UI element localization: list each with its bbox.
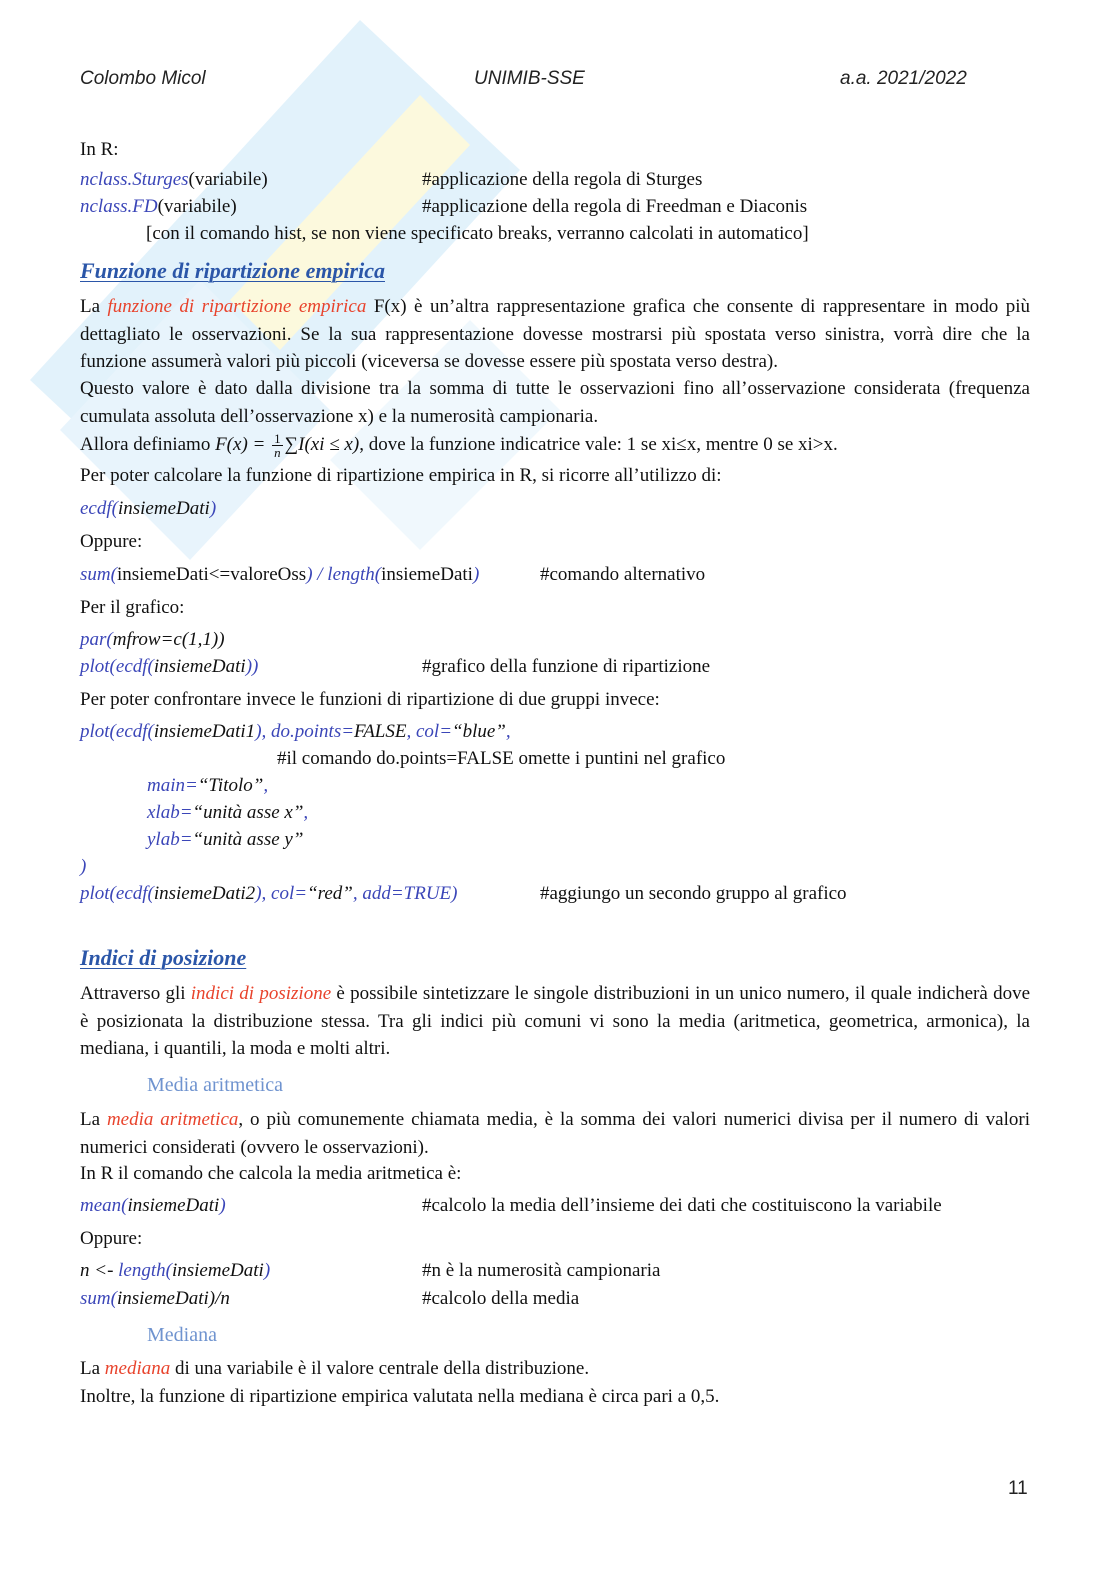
highlight-term: mediana <box>104 1358 171 1379</box>
hist-note: [con il comando hist, se non viene specificato breaks, verranno calcolati in automatico] <box>146 223 809 244</box>
code-line-main <box>147 774 268 798</box>
highlight-term: media aritmetica <box>106 1109 239 1130</box>
in-r-label: In R: <box>80 139 119 160</box>
ecdf-paragraph-4: Per poter confrontare invece le funzioni di ripartizione di due gruppi invece: <box>80 689 660 710</box>
code-comment: #calcolo della media <box>422 1288 580 1309</box>
header-institution: UNIMIB-SSE <box>474 68 585 89</box>
text: , dove la funzione indicatrice vale: 1 se xi≤x, mentre 0 se xi>x. <box>359 433 838 455</box>
code-param: main= <box>147 775 198 796</box>
code-argument: insiemeDati <box>381 564 473 585</box>
code-function: sum( <box>80 564 117 585</box>
text: è possibile sintetizzare le singole distribuzioni in un unico numero, il quale indicherà dove è posizionata la distribuzione stessa. Tra gli indici più comuni vi sono la media (aritmetica, geometrica, armonica), la mediana, i quantili, la moda e molti altri. <box>80 983 1030 1059</box>
code-line-sum <box>80 563 1030 587</box>
code-param: ), col= <box>255 883 308 904</box>
code-function: nclass.Sturges <box>80 169 189 190</box>
code-paren: ) <box>263 1260 271 1281</box>
code-function: length( <box>327 564 382 585</box>
code-comment: #calcolo la media dell’insieme dei dati che costituiscono la variabile <box>422 1195 942 1216</box>
code-line-n <box>80 1259 1030 1283</box>
code-function: length( <box>118 1260 172 1281</box>
ecdf-paragraph-1 <box>80 293 1030 376</box>
code-param: , add= <box>352 883 404 904</box>
section-title-ecdf: Funzione di ripartizione empirica <box>80 258 385 283</box>
code-rest: )/n <box>208 1288 230 1309</box>
code-argument: mfrow=c(1,1)) <box>112 629 225 650</box>
code-comment-dopoints: #il comando do.points=FALSE omette i puntini nel grafico <box>277 748 726 769</box>
code-param: xlab= <box>147 802 193 823</box>
code-assign: n <- <box>80 1260 119 1281</box>
text: La <box>80 1109 107 1130</box>
code-function: sum( <box>80 1288 117 1309</box>
code-argument: (variabile) <box>188 169 268 190</box>
highlight-term: indici di posizione <box>190 983 332 1004</box>
mean-paragraph-2: In R il comando che calcola la media aritmetica è: <box>80 1163 462 1184</box>
code-function: plot(ecdf( <box>80 883 154 904</box>
ecdf-formula-line <box>80 432 838 459</box>
code-value: “unità asse y” <box>192 829 304 850</box>
per-grafico-label: Per il grafico: <box>80 597 185 618</box>
code-function: mean( <box>80 1195 128 1216</box>
code-param: ), do.points= <box>255 721 355 742</box>
subsection-title-mean: Media aritmetica <box>147 1074 284 1096</box>
code-comma: , <box>263 775 269 796</box>
code-function: par( <box>80 629 113 650</box>
code-argument: insiemeDati<=valoreOss <box>116 564 307 585</box>
code-argument: insiemeDati <box>116 1288 209 1309</box>
code-value: “Titolo” <box>197 775 264 796</box>
code-argument: insiemeDati2 <box>153 883 256 904</box>
code-line-ecdf <box>80 497 216 521</box>
ecdf-paragraph-3: Per poter calcolare la funzione di ripartizione empirica in R, si ricorre all’utilizzo di: <box>80 465 722 486</box>
code-line-xlab <box>147 801 308 825</box>
code-line-mean <box>80 1194 1030 1218</box>
ecdf-paragraph-2: Questo valore è dato dalla divisione tra la somma di tutte le osservazioni fino all’osservazione considerata (frequenza cumulata assoluta dell’osservazione x) e la numerosità campionaria. <box>80 378 1030 427</box>
code-line-fd <box>80 195 1030 219</box>
code-line-sturges <box>80 168 1030 192</box>
code-function: nclass.FD <box>80 196 158 217</box>
code-function: plot(ecdf( <box>80 656 154 677</box>
formula-lhs: F(x) = <box>215 433 266 455</box>
code-argument: (variabile) <box>157 196 237 217</box>
formula-rhs: ∑I(xi ≤ x) <box>284 433 360 455</box>
oppure-label: Oppure: <box>80 1228 143 1249</box>
text: , o più comunemente chiamata media, è la somma dei valori numerici divisa per il numero di valori numerici considerati (ovvero le osservazioni). <box>80 1109 1030 1158</box>
mean-paragraph-1 <box>80 1106 1030 1161</box>
code-comment: #comando alternativo <box>540 564 706 585</box>
code-comment: #grafico della funzione di ripartizione <box>422 656 711 677</box>
code-line-plot2 <box>80 882 1030 906</box>
code-function: plot(ecdf( <box>80 721 154 742</box>
code-param: ylab= <box>147 829 193 850</box>
code-comment: #n è la numerosità campionaria <box>422 1260 661 1281</box>
text: Allora definiamo <box>80 433 216 455</box>
position-paragraph <box>80 980 1030 1063</box>
subsection-title-median: Mediana <box>147 1324 217 1346</box>
code-function: ecdf( <box>80 498 118 519</box>
code-comment: #applicazione della regola di Freedman e Diaconis <box>422 196 808 217</box>
code-paren: ) <box>219 1195 226 1216</box>
code-argument: insiemeDati1 <box>153 721 256 742</box>
code-paren: )) <box>245 656 259 677</box>
text: F(x) è un’altra rappresentazione grafica che consente di rappresentare in modo più dettagliato le osservazioni. Se la sua rappresentazione dovesse mostrarsi più spostata verso sinistra, vorrà dire che la funzione assumerà valori più piccoli (viceversa se dovesse essere più spostata verso destra). <box>80 296 1030 372</box>
text: La <box>80 296 108 317</box>
code-comment: #applicazione della regola di Sturges <box>422 169 703 190</box>
code-value: “red” <box>307 883 353 904</box>
code-param: , col= <box>406 721 453 742</box>
code-value: FALSE <box>354 721 407 742</box>
median-paragraph-1 <box>80 1357 589 1381</box>
code-comma: , <box>505 721 511 742</box>
code-argument: insiemeDati <box>117 498 210 519</box>
median-paragraph-2: Inoltre, la funzione di ripartizione empirica valutata nella mediana è circa pari a 0,5. <box>80 1386 720 1407</box>
code-line-plot <box>80 655 1030 679</box>
header-year: a.a. 2021/2022 <box>840 68 967 89</box>
code-paren: ) <box>472 564 480 585</box>
code-line-par <box>80 628 225 652</box>
code-argument: insiemeDati <box>171 1260 264 1281</box>
section-title-position-indices: Indici di posizione <box>80 945 247 970</box>
code-argument: insiemeDati <box>153 656 246 677</box>
code-value: “unità asse x” <box>192 802 304 823</box>
text: La <box>80 1358 105 1379</box>
code-comma: , <box>303 802 309 823</box>
code-line-sum-n <box>80 1287 1030 1311</box>
code-close-paren: ) <box>80 856 87 877</box>
highlight-term: funzione di ripartizione empirica <box>107 296 367 317</box>
text: di una variabile è il valore centrale della distribuzione. <box>170 1358 590 1379</box>
code-line-ylab <box>147 828 303 852</box>
formula-fraction <box>272 432 283 459</box>
fraction-numerator: 1 <box>274 431 281 446</box>
code-value: “blue” <box>452 721 506 742</box>
code-argument: insiemeDati <box>127 1195 220 1216</box>
code-paren: ) <box>209 498 217 519</box>
code-value: TRUE) <box>403 883 458 904</box>
page-number: 11 <box>1008 1478 1028 1499</box>
header-author: Colombo Micol <box>80 68 206 89</box>
code-operator: ) / <box>306 564 328 585</box>
code-comment: #aggiungo un secondo gruppo al grafico <box>540 883 847 904</box>
text: Attraverso gli <box>80 983 191 1004</box>
code-line-plot1 <box>80 720 511 744</box>
oppure-label: Oppure: <box>80 531 143 552</box>
fraction-denominator: n <box>274 445 281 460</box>
